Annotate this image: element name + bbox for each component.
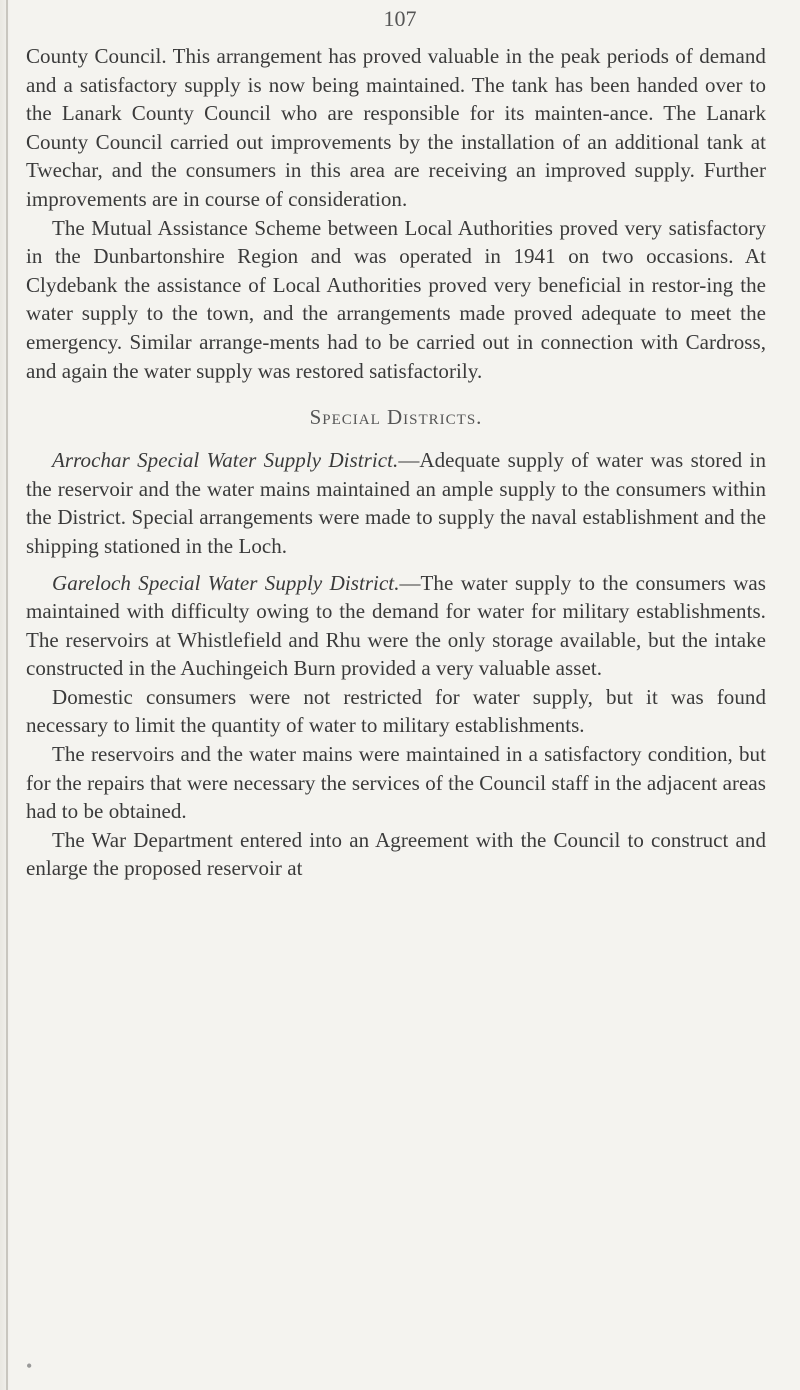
paragraph-domestic-consumers: Domestic consumers were not restricted for water supply, but it was found necessary to limit the quantity of water to military establishments. — [26, 684, 766, 738]
paragraph-gap — [26, 561, 766, 569]
page-number: 107 — [383, 6, 417, 31]
binding-edge-line — [6, 0, 8, 1390]
paragraph-war-department: The War Department entered into an Agreement with the Council to construct and enlarge the proposed reservoir at — [26, 827, 766, 881]
arrochar-body: —Adequate supply of water was stored in the reservoir and the water mains maintained an ample supply to the consumers within the District. Special arrangements were made to supply the naval establishment and the shipping stationed in the Loch. — [26, 448, 766, 558]
arrochar-title: Arrochar Special Water Supply District. — [52, 448, 399, 473]
margin-mark: • — [26, 1356, 33, 1376]
page-edge — [0, 0, 10, 1390]
section-heading-special-districts: Special Districts. — [309, 405, 483, 430]
paragraph-county-council: County Council. This arrangement has proved valuable in the peak periods of demand and a satisfactory supply is now being maintained. The tank has been handed over to the Lanark County Council who are responsible for its mainten-ance. The Lanark County Council carried out improvements by the installation of an additional tank at Twechar, and the consumers in this area are receiving an improved supply. Further improvements are in course of consideration. — [26, 44, 766, 211]
paragraph-reservoirs: The reservoirs and the water mains were maintained in a satisfactory condition, but for the repairs that were necessary the services of the Council staff in the adjacent areas had to be obtained. — [26, 742, 766, 824]
paragraph-mutual-assistance: The Mutual Assistance Scheme between Local Authorities proved very satisfactory in the Dunbartonshire Region and was operated in 1941 on two occasions. At Clydebank the assistance of Local Authorities proved very beneficial in restor-ing the water supply to the town, and the arrangements made proved adequate to meet the emergency. Similar arrange-ments had to be carried out in connection with Cardross, and again the water supply was restored satisfactorily. — [26, 215, 766, 383]
paragraph-arrochar — [26, 446, 766, 560]
document-body — [26, 42, 766, 883]
paragraph-gareloch — [26, 569, 766, 683]
gareloch-title: Gareloch Special Water Supply District. — [52, 570, 400, 595]
gareloch-body: —The water supply to the consumers was maintained with difficulty owing to the demand for water for military establishments. The reservoirs at Whistlefield and Rhu were the only storage available, but the intake constructed in the Auchingeich Burn provided a very valuable asset. — [26, 570, 766, 681]
